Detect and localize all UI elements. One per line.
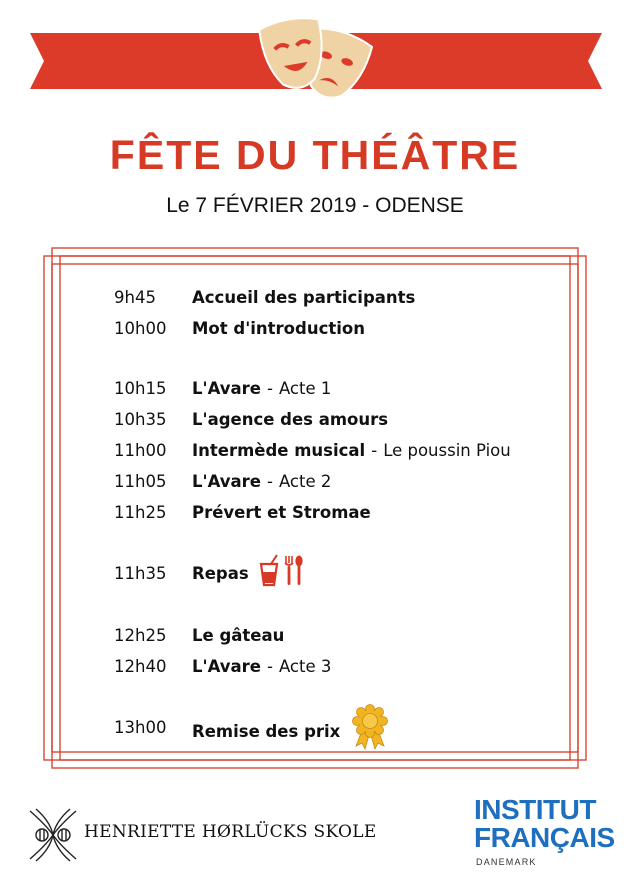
schedule-event: Remise des prix (192, 722, 341, 741)
schedule-time: 10h35 (114, 410, 167, 429)
institut-francais-logo (474, 796, 615, 852)
schedule-event-detail: Le poussin Piou (383, 441, 511, 460)
schedule-time: 10h15 (114, 379, 167, 398)
schedule-event: Intermède musical (192, 441, 366, 460)
institut-line-2: FRANÇAIS (474, 822, 615, 853)
schedule-event-detail: Acte 2 (278, 472, 332, 491)
schedule-event: Accueil des participants (192, 288, 416, 307)
schedule-event-detail: Acte 3 (278, 657, 332, 676)
schedule-event: Prévert et Stromae (192, 503, 371, 522)
institut-line-1: INSTITUT (474, 794, 596, 825)
institut-country: DANEMARK (476, 857, 537, 867)
schedule-event: Mot d'introduction (192, 319, 365, 338)
schedule-event: L'Avare (192, 657, 261, 676)
schedule-event: L'Avare (192, 472, 261, 491)
schedule-event: Le gâteau (192, 626, 285, 645)
schedule-time: 11h25 (114, 503, 167, 522)
schedule-event: L'Avare (192, 379, 261, 398)
theater-masks-icon (258, 14, 374, 106)
header-ribbon (0, 0, 630, 110)
schedule-time: 12h25 (114, 626, 167, 645)
school-crest-icon (26, 805, 80, 865)
school-name: HENRIETTE HØRLÜCKS SKOLE (84, 822, 377, 842)
page-title: FÊTE DU THÉÂTRE (109, 132, 521, 178)
schedule-time: 11h35 (114, 564, 167, 583)
schedule-event-detail: Acte 1 (278, 379, 332, 398)
schedule-time: 10h00 (114, 319, 167, 338)
schedule-time: 12h40 (114, 657, 167, 676)
schedule-event: L'agence des amours (192, 410, 389, 429)
drink-and-cutlery-icon (257, 554, 305, 588)
schedule-time: 13h00 (114, 718, 167, 737)
schedule-time: 11h00 (114, 441, 167, 460)
schedule-time: 9h45 (114, 288, 156, 307)
event-date-location: Le 7 FÉVRIER 2019 - ODENSE (166, 194, 464, 217)
rosette-award-icon (350, 704, 390, 750)
schedule-event: Repas (192, 564, 249, 583)
schedule-time: 11h05 (114, 472, 167, 491)
